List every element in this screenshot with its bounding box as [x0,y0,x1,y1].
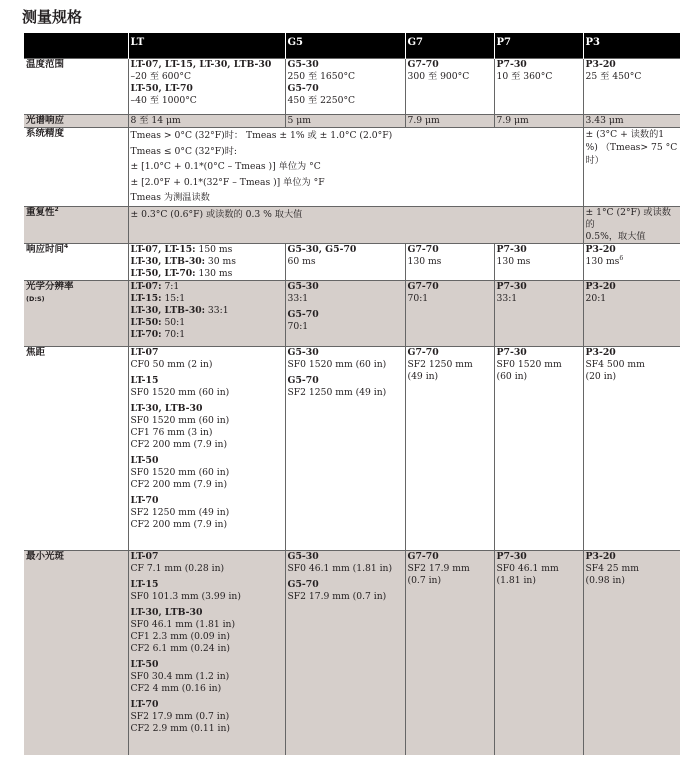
header-p3: P3 [583,33,680,59]
cell-value: (60 in) [496,371,528,382]
model-name: G7-70 [407,551,439,562]
cell-value [586,256,681,268]
cell-value: CF2 4 mm (0.16 in) [130,683,222,694]
cell-value: SF0 46.1 mm (1.81 in) [287,563,393,574]
header-p7: P7 [494,33,583,59]
cell-value: 70:1 [407,293,429,304]
cell-lt [128,347,285,551]
cell-g7 [405,551,494,755]
model-name: G7-70 [407,347,439,358]
cell-value: Tmeas > 0°C (32°F)时： Tmeas ± 1% 或 ± 1.0°C (2.0°F) [130,130,393,141]
model-name: P7-30 [496,59,527,70]
cell-value: 70:1 [164,329,186,340]
cell-value: 60 ms [287,256,316,267]
cell-value: SF0 1520 mm (60 in) [287,359,387,370]
cell-value: 33:1 [496,293,518,304]
cell-g5 [285,281,405,347]
cell-value: SF2 1250 mm (49 in) [287,387,387,398]
cell-value: SF0 1520 mm [496,359,562,370]
cell-p3 [583,347,680,551]
model-name: LT-30, LTB-30 [130,403,203,414]
cell-g5: 5 μm [285,115,405,128]
header-g5: G5 [285,33,405,59]
model-name: LT-15 [130,375,159,386]
model-name: G7-70 [407,59,439,70]
cell-value: –20 至 600°C [130,71,191,82]
cell-value: 10 至 360°C [496,71,553,82]
cell-p3 [583,551,680,755]
cell-value: 33:1 [207,305,229,316]
row-label-text: 重复性 [26,207,55,218]
cell-value: SF2 1250 mm [407,359,473,370]
footnote-marker: 2 [54,206,59,213]
cell-value: 150 ms [198,244,233,255]
model-name: P3-20 [585,281,616,292]
cell-value: 33:1 [287,293,309,304]
cell-lt [128,59,285,115]
cell-p7 [494,281,583,347]
header-label [24,33,128,59]
cell-value [131,268,285,280]
model-name: LT-07, LT-15: [130,244,196,255]
row-label-subtext: (D:S) [26,295,45,303]
cell-value: CF2 200 mm (7.9 in) [130,479,228,490]
cell-g5 [285,551,405,755]
model-name: G5-30 [287,281,319,292]
cell-value: SF0 1520 mm (60 in) [130,467,230,478]
model-name: G5-70 [287,579,319,590]
cell-value: 25 至 450°C [585,71,642,82]
cell-value: SF0 1520 mm (60 in) [130,415,230,426]
row-label-text: 光学分辨率 [26,281,74,292]
cell-value [131,244,285,256]
footnote-marker: 4 [64,243,69,250]
cell-value [131,281,285,293]
cell-value: 50:1 [164,317,186,328]
cell-g5 [285,59,405,115]
row-min-spot [24,551,680,755]
cell-value: CF1 76 mm (3 in) [130,427,213,438]
cell-value: SF0 46.1 mm [496,563,559,574]
row-response-time [24,244,680,281]
cell-value: (0.98 in) [585,575,625,586]
cell-value: 250 至 1650°C [287,71,356,82]
cell-value: ± [1.0°C + 0.1*(0°C – Tmeas )] 单位为 °C [130,161,321,172]
cell-p3 [583,244,680,281]
model-name: LT-70 [130,495,159,506]
footnote-marker: 6 [619,254,624,262]
cell-value: SF2 17.9 mm (0.7 in) [130,711,230,722]
model-name: P3-20 [585,59,616,70]
cell-value: ± (3°C + 读数的1 [585,129,665,140]
model-name: G5-30 [287,347,319,358]
cell-p3 [583,281,680,347]
model-name: LT-50, LT-70 [130,83,193,94]
spec-table [24,33,680,755]
row-label: 焦距 [24,347,128,551]
cell-value: CF 7.1 mm (0.28 in) [130,563,225,574]
cell-lt-span: ± 0.3°C (0.6°F) 或读数的 0.3 % 取大值 [128,207,583,244]
row-system-accuracy [24,128,680,207]
cell-value [131,329,285,341]
cell-p7 [494,244,583,281]
cell-value: CF0 50 mm (2 in) [130,359,213,370]
cell-value: 130 ms [198,268,233,279]
row-spectral-response [24,115,680,128]
cell-value: SF0 1520 mm (60 in) [130,387,230,398]
cell-value: SF4 500 mm [585,359,645,370]
model-name: LT-15: [130,293,162,304]
cell-value: CF2 200 mm (7.9 in) [130,439,228,450]
model-name: G5-70 [287,375,319,386]
cell-g7 [405,281,494,347]
cell-value: 15:1 [164,293,186,304]
cell-value: ± [2.0°F + 0.1*(32°F – Tmeas )] 单位为 °F [130,176,325,188]
cell-p3 [583,207,680,244]
cell-p7 [494,59,583,115]
model-name: LT-50, LT-70: [130,268,196,279]
row-repeatability [24,207,680,244]
model-name: LT-70: [130,329,162,340]
cell-g7 [405,244,494,281]
cell-g7 [405,59,494,115]
cell-value: 20:1 [585,293,607,304]
model-name: LT-50: [130,317,162,328]
cell-value: ± 1°C (2°F) 或读数的 [585,207,671,230]
cell-value: %) （Tmeas> 75 °C [585,142,678,153]
cell-value [131,305,285,317]
cell-p7: 7.9 μm [494,115,583,128]
cell-g5 [285,347,405,551]
row-temperature-range [24,59,680,115]
cell-lt [128,244,285,281]
cell-value [131,293,285,305]
cell-lt [128,551,285,755]
cell-value: (1.81 in) [496,575,536,586]
cell-value: SF0 30.4 mm (1.2 in) [130,671,230,682]
model-name: LT-70 [130,699,159,710]
cell-value: 0.5%，取大值 [585,231,646,242]
cell-value: SF0 46.1 mm (1.81 in) [130,619,236,630]
model-name: LT-15 [130,579,159,590]
cell-value: CF2 200 mm (7.9 in) [130,519,228,530]
cell-value: 130 ms [407,256,442,267]
model-name: LT-07, LT-15, LT-30, LTB-30 [130,59,272,70]
model-name: G5-70 [287,83,319,94]
cell-value: 130 ms [585,256,620,267]
cell-value: Tmeas 为测温读数 [130,192,210,203]
row-label: 光谱响应 [24,115,128,128]
cell-lt [128,281,285,347]
header-g7: G7 [405,33,494,59]
cell-value: CF2 2.9 mm (0.11 in) [130,723,230,734]
cell-value: SF2 17.9 mm [407,563,470,574]
cell-lt-span [128,128,583,207]
row-focal-distance [24,347,680,551]
cell-lt: 8 至 14 μm [128,115,285,128]
cell-value: 300 至 900°C [407,71,470,82]
model-name: G7-70 [407,244,439,255]
model-name: LT-30, LTB-30: [130,256,205,267]
model-name: LT-07: [130,281,162,292]
cell-g7 [405,347,494,551]
cell-value: SF4 25 mm [585,563,639,574]
row-label: 系统精度 [24,128,128,207]
cell-value [131,317,285,329]
cell-p7 [494,347,583,551]
cell-value: CF1 2.3 mm (0.09 in) [130,631,230,642]
model-name: P3-20 [585,347,616,358]
row-optical-resolution [24,281,680,347]
model-name: LT-50 [130,659,159,670]
cell-value: Tmeas ≤ 0°C (32°F)时: [130,145,238,157]
cell-p3 [583,128,680,207]
cell-value: (20 in) [585,371,617,382]
header-row [24,33,680,59]
model-name: P7-30 [496,244,527,255]
cell-value: SF2 17.9 mm (0.7 in) [287,591,387,602]
row-label [24,244,128,281]
model-name: P7-30 [496,551,527,562]
header-lt: LT [128,33,285,59]
model-name: P7-30 [496,347,527,358]
model-name: P3-20 [585,551,616,562]
cell-value: SF0 101.3 mm (3.99 in) [130,591,241,602]
row-label-text: 响应时间 [26,244,65,255]
page-title: 测量规格 [22,8,83,26]
row-label [24,281,128,347]
cell-g7: 7.9 μm [405,115,494,128]
cell-value: 450 至 2250°C [287,95,356,106]
model-name: LT-07 [130,347,159,358]
cell-value: 时） [585,155,604,166]
model-name: LT-50 [130,455,159,466]
model-name: LT-30, LTB-30: [130,305,205,316]
cell-g5 [285,244,405,281]
model-name: G5-30 [287,59,319,70]
model-name: LT-07 [130,551,159,562]
model-name: G7-70 [407,281,439,292]
cell-p3 [583,59,680,115]
cell-value: –40 至 1000°C [130,95,197,106]
cell-value: 70:1 [287,321,309,332]
cell-value: SF2 1250 mm (49 in) [130,507,230,518]
cell-value: 7:1 [164,281,180,292]
row-label: 温度范围 [24,59,128,115]
cell-value [131,256,285,268]
model-name: LT-30, LTB-30 [130,607,203,618]
cell-p3: 3.43 μm [583,115,680,128]
model-name: P3-20 [585,244,616,255]
cell-value: (0.7 in) [407,575,442,586]
cell-value: 130 ms [496,256,531,267]
cell-value: (49 in) [407,371,439,382]
row-label: 最小光斑 [24,551,128,755]
model-name: P7-30 [496,281,527,292]
model-name: G5-30 [287,551,319,562]
row-label [24,207,128,244]
cell-p7 [494,551,583,755]
cell-value: CF2 6.1 mm (0.24 in) [130,643,230,654]
model-name: G5-70 [287,309,319,320]
cell-value: 30 ms [207,256,236,267]
model-name: G5-30, G5-70 [287,244,357,255]
